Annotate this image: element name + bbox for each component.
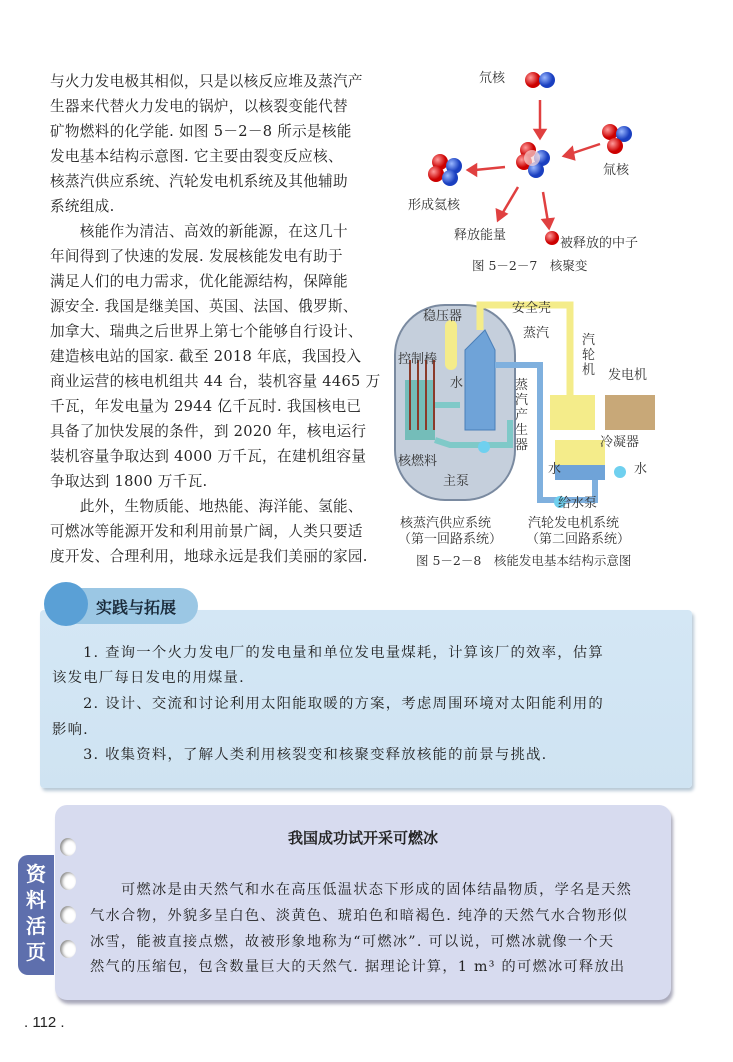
deuterium-label: 氘核 <box>479 71 506 86</box>
turbine-label: 汽 轮 机 <box>582 333 596 378</box>
body-line: 商业运营的核电机组共 44 台，装机容量 4465 万 <box>50 373 381 390</box>
practice-title: 实践与拓展 <box>96 598 177 617</box>
practice-line: 影响. <box>52 722 89 738</box>
generator <box>605 395 655 430</box>
binder-ring <box>60 872 76 890</box>
generator-label: 发电机 <box>608 368 648 383</box>
practice-line: 1. 查询一个火力发电厂的发电量和单位发电量煤耗，计算该厂的效率，估算 <box>52 645 604 661</box>
figure-caption-5-2-7: 图 5－2－7 核聚变 <box>472 258 588 273</box>
pressurizer <box>445 320 457 370</box>
body-line: 与火力发电极其相似，只是以核反应堆及蒸汽产 <box>50 73 363 90</box>
binder-ring <box>60 906 76 924</box>
water-label-3: 水 <box>634 462 648 477</box>
water-label-1: 水 <box>450 376 464 391</box>
system2-label: 汽轮发电机系统 <box>528 516 620 531</box>
main-pump <box>478 441 490 453</box>
body-line: 发电基本结构示意图. 它主要由裂变反应核、 <box>50 148 343 165</box>
condenser-label: 冷凝器 <box>600 435 640 450</box>
neutron-label: 被释放的中子 <box>560 236 639 251</box>
body-line: 此外，生物质能、地热能、海洋能、氢能、 <box>50 498 363 515</box>
body-line: 核蒸汽供应系统、汽轮发电机系统及其他辅助 <box>50 173 348 190</box>
body-line: 系统组成. <box>50 198 115 215</box>
info-line: 然气的压缩包，包含数量巨大的天然气. 据理论计算，1 m³ 的可燃冰可释放出 <box>90 959 626 975</box>
main-pump-label: 主泵 <box>443 474 470 489</box>
info-tab-label: 资料活页 <box>26 862 46 964</box>
body-line: 源安全. 我国是继美国、英国、法国、俄罗斯、 <box>50 298 358 315</box>
body-line: 建造核电站的国家. 截至 2018 年底，我国投入 <box>50 348 362 365</box>
body-line: 可燃冰等能源开发和利用前景广阔，人类只要适 <box>50 523 363 540</box>
pressurizer-label: 稳压器 <box>423 309 463 324</box>
triangle-ruler-icon <box>44 582 88 626</box>
steam-generator-label: 蒸 汽 产 生 器 <box>515 378 529 453</box>
body-line: 加拿大、瑞典之后世界上第七个能够自行设计、 <box>50 323 363 340</box>
practice-line: 该发电厂每日发电的用煤量. <box>52 670 245 686</box>
page-number: . 112 . <box>24 1014 65 1031</box>
body-line: 年间得到了快速的发展. 发展核能发电有助于 <box>50 248 343 265</box>
helium-nucleus <box>428 154 462 186</box>
water-label-2: 水 <box>548 462 562 477</box>
steam-generator <box>465 330 495 430</box>
info-line: 气水合物，外貌多呈白色、淡黄色、琥珀色和暗褐色. 纯净的天然气水合物形似 <box>90 908 629 924</box>
body-line: 千瓦，年发电量为 2944 亿千瓦时. 我国核电已 <box>50 398 362 415</box>
neutron <box>545 231 559 245</box>
figure-caption-5-2-8: 图 5－2－8 核能发电基本结构示意图 <box>416 553 632 568</box>
body-line: 满足人们的电力需求，优化能源结构，保障能 <box>50 273 348 290</box>
body-line: 度开发、合理利用，地球永远是我们美丽的家园. <box>50 548 368 565</box>
body-line: 矿物燃料的化学能. 如图 5－2－8 所示是核能 <box>50 123 352 140</box>
info-line: 可燃冰是由天然气和水在高压低温状态下形成的固体结晶物质，学名是天然 <box>90 882 633 898</box>
steam-label: 蒸汽 <box>523 326 550 341</box>
system2-sub-label: （第二回路系统） <box>526 532 631 547</box>
info-title: 我国成功试开采可燃冰 <box>287 829 438 847</box>
body-line: 装机容量争取达到 4000 万千瓦，在建机组容量 <box>50 448 367 465</box>
containment-label: 安全壳 <box>512 301 552 316</box>
tritium-nucleus <box>602 124 632 154</box>
info-tab <box>18 855 54 975</box>
body-line: 生器来代替火力发电的锅炉，以核裂变能代替 <box>50 98 348 115</box>
tritium-label: 氚核 <box>603 163 630 178</box>
turbine <box>550 395 595 430</box>
body-line: 具备了加快发展的条件，到 2020 年，核电运行 <box>50 423 367 440</box>
body-line: 争取达到 1800 万千瓦. <box>50 473 208 490</box>
info-line: 冰雪，能被直接点燃，故被形象地称为“可燃冰”. 可以说，可燃冰就像一个天 <box>90 934 615 950</box>
system1-sub-label: （第一回路系统） <box>398 532 503 547</box>
practice-header <box>48 588 198 624</box>
system1-label: 核蒸汽供应系统 <box>400 516 492 531</box>
control-rods-label: 控制棒 <box>398 352 438 367</box>
fuel-label: 核燃料 <box>398 454 438 469</box>
feed-pump-label: 给水泵 <box>558 496 598 511</box>
practice-line: 2. 设计、交流和讨论利用太阳能取暖的方案，考虑周围环境对太阳能利用的 <box>52 696 604 712</box>
deuterium-nucleus <box>525 72 555 88</box>
body-line: 核能作为清洁、高效的新能源，在这几十 <box>50 223 348 240</box>
helium-label: 形成氦核 <box>408 198 461 213</box>
binder-ring <box>60 940 76 958</box>
energy-label: 释放能量 <box>454 228 507 243</box>
fusion-center <box>516 142 550 178</box>
practice-line: 3. 收集资料，了解人类利用核裂变和核聚变释放核能的前景与挑战. <box>52 747 548 763</box>
